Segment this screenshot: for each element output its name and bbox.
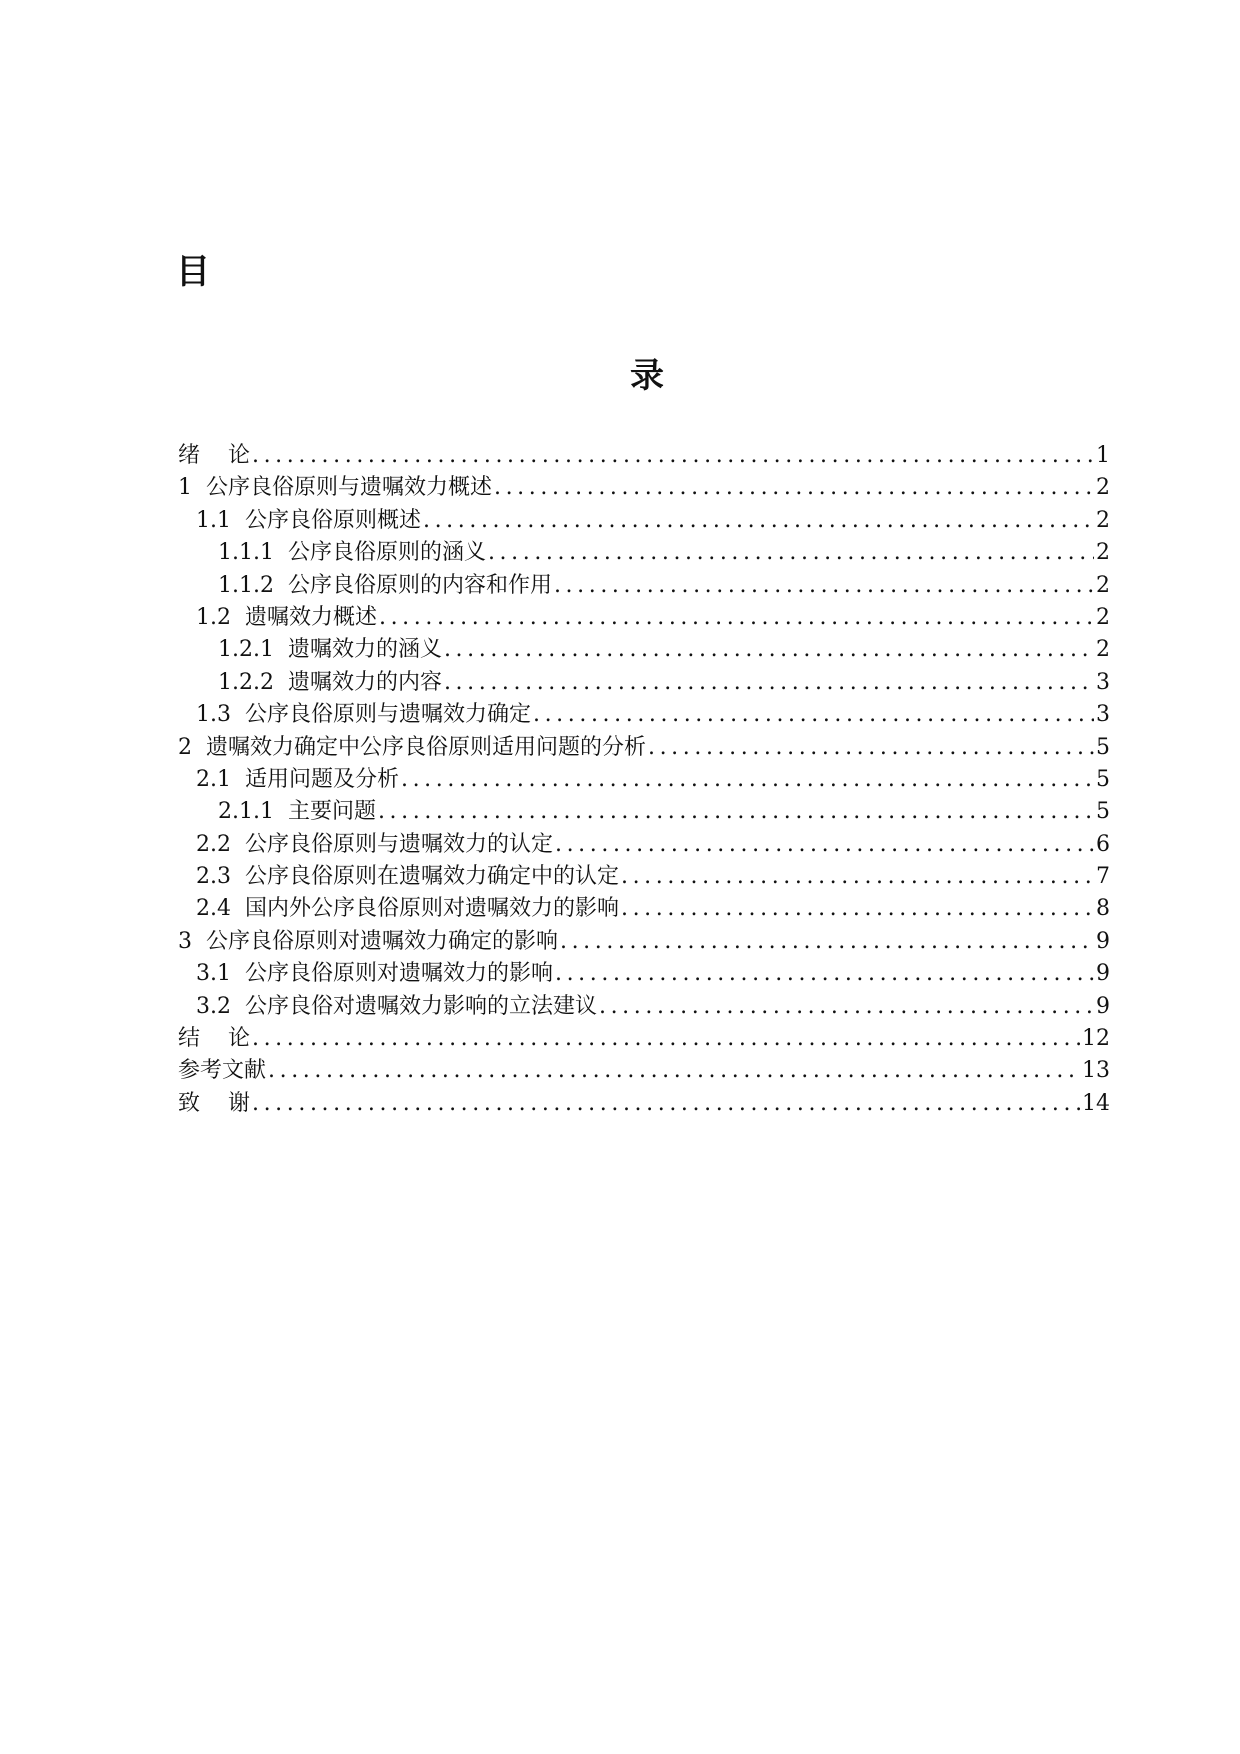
toc-entry[interactable] [178,829,1110,861]
toc-dot-leader [560,926,1094,958]
toc-entry[interactable] [178,958,1110,990]
toc-entry-page-number: 2 [1096,572,1110,598]
toc-entry-page-number: 2 [1096,637,1110,663]
toc-dot-leader [648,732,1094,764]
toc-dot-leader [252,440,1094,472]
toc-entry-label: 1.2.1 遗嘱效力的涵义 [218,637,442,663]
toc-entry-label: 2.1.1 主要问题 [218,799,376,825]
toc-entry-label: 1.2 遗嘱效力概述 [196,604,377,630]
toc-dot-leader [401,764,1094,796]
toc-entry[interactable] [178,570,1110,602]
toc-entry[interactable] [178,505,1110,537]
toc-dot-leader [378,796,1094,828]
toc-entry[interactable] [178,861,1110,893]
toc-entry-page-number: 5 [1096,799,1110,825]
toc-entry-label: 2.4 国内外公序良俗原则对遗嘱效力的影响 [196,896,619,922]
toc-entry-label: 1 公序良俗原则与遗嘱效力概述 [178,475,492,501]
toc-entry-page-number: 2 [1096,604,1110,630]
toc-entry[interactable] [178,472,1110,504]
toc-entry-page-number: 5 [1096,734,1110,760]
toc-entry[interactable] [178,1055,1110,1087]
toc-entry[interactable] [178,667,1110,699]
toc-entry-page-number: 8 [1096,896,1110,922]
toc-title-second-char: 录 [630,356,664,396]
toc-entry-label: 2.1 适用问题及分析 [196,766,399,792]
toc-dot-leader [533,699,1094,731]
toc-dot-leader [444,667,1094,699]
toc-entry-page-number: 12 [1082,1026,1110,1052]
toc-entry-page-number: 9 [1096,928,1110,954]
toc-entry[interactable] [178,764,1110,796]
toc-entry-page-number: 14 [1082,1090,1110,1116]
toc-entry-page-number: 1 [1096,443,1110,468]
toc-entry-page-number: 3 [1096,669,1110,695]
toc-dot-leader [379,602,1094,634]
toc-entry-label: 3.1 公序良俗原则对遗嘱效力的影响 [196,961,553,987]
toc-dot-leader [621,893,1094,925]
toc-entry-label: 2 遗嘱效力确定中公序良俗原则适用问题的分析 [178,734,646,760]
toc-dot-leader [554,570,1094,602]
toc-entry-page-number: 7 [1096,864,1110,890]
toc-entry-page-number: 2 [1096,475,1110,501]
toc-dot-leader [555,958,1094,990]
toc-entry-label: 1.1.1 公序良俗原则的涵义 [218,540,486,566]
toc-entry[interactable] [178,634,1110,666]
toc-entry-label: 1.1 公序良俗原则概述 [196,507,421,533]
toc-entry[interactable] [178,926,1110,958]
toc-dot-leader [488,537,1094,569]
toc-dot-leader [252,1088,1080,1120]
toc-dot-leader [252,1023,1080,1055]
table-of-contents [178,440,1110,1120]
toc-entry[interactable] [178,699,1110,731]
toc-entry-page-number: 6 [1096,831,1110,857]
toc-entry-label: 2.2 公序良俗原则与遗嘱效力的认定 [196,831,553,857]
toc-entry-label: 1.1.2 公序良俗原则的内容和作用 [218,572,552,598]
toc-entry-label: 1.2.2 遗嘱效力的内容 [218,669,442,695]
toc-entry-label: 3 公序良俗原则对遗嘱效力确定的影响 [178,928,558,954]
toc-entry-label: 绪 论 [178,443,250,468]
toc-dot-leader [423,505,1094,537]
toc-entry-page-number: 2 [1096,507,1110,533]
toc-entry[interactable] [178,732,1110,764]
toc-entry[interactable] [178,893,1110,925]
toc-entry-page-number: 9 [1096,993,1110,1019]
toc-entry-page-number: 5 [1096,766,1110,792]
toc-entry[interactable] [178,440,1110,472]
toc-entry-label: 1.3 公序良俗原则与遗嘱效力确定 [196,702,531,728]
toc-entry[interactable] [178,1023,1110,1055]
toc-entry[interactable] [178,796,1110,828]
toc-dot-leader [268,1055,1080,1087]
toc-entry[interactable] [178,1088,1110,1120]
toc-entry[interactable] [178,537,1110,569]
toc-entry[interactable] [178,602,1110,634]
toc-dot-leader [621,861,1094,893]
toc-entry-page-number: 3 [1096,702,1110,728]
toc-dot-leader [555,829,1094,861]
toc-entry-page-number: 9 [1096,961,1110,987]
toc-entry-page-number: 13 [1082,1058,1110,1084]
toc-dot-leader [599,991,1094,1023]
toc-entry-label: 参考文献 [178,1058,267,1084]
toc-entry[interactable] [178,991,1110,1023]
toc-entry-label: 结 论 [178,1026,250,1052]
toc-entry-label: 2.3 公序良俗原则在遗嘱效力确定中的认定 [196,864,619,890]
toc-entry-page-number: 2 [1096,540,1110,566]
toc-title-first-char: 目 [176,252,210,292]
toc-entry-label: 致 谢 [178,1090,250,1116]
toc-dot-leader [494,472,1094,504]
toc-entry-label: 3.2 公序良俗对遗嘱效力影响的立法建议 [196,993,597,1019]
toc-dot-leader [444,634,1094,666]
